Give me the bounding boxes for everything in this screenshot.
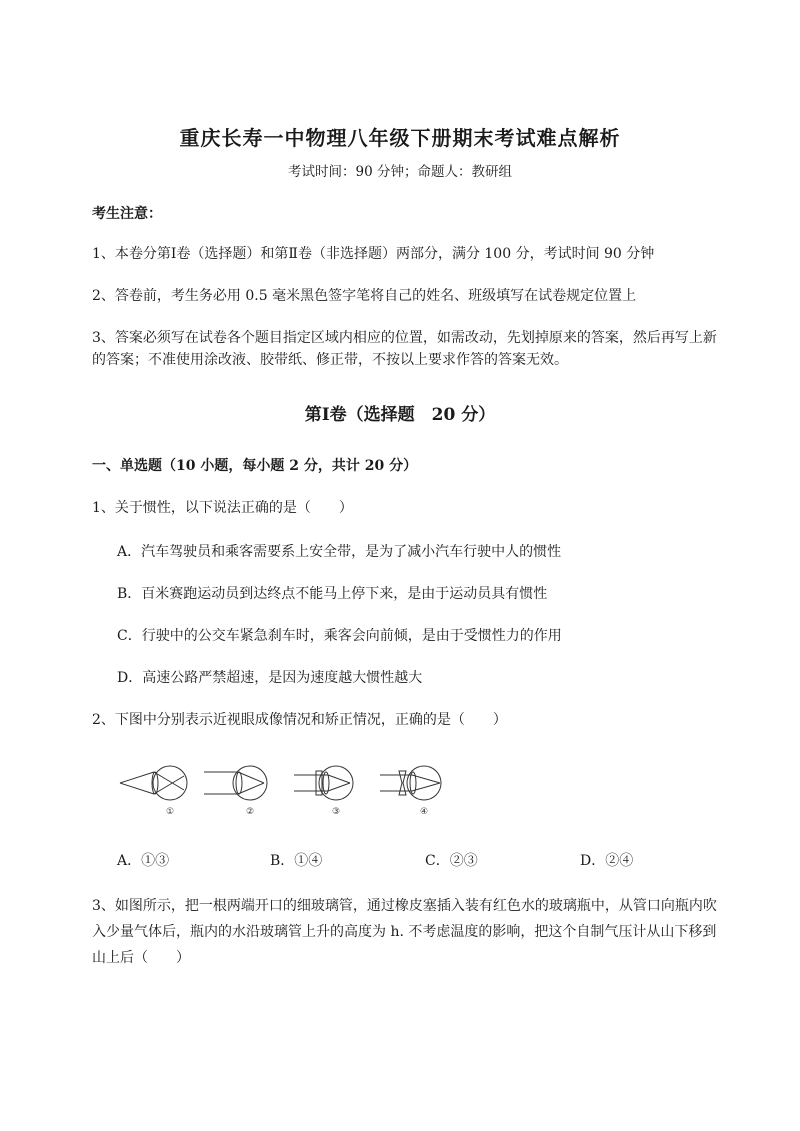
question-1-option-b: B．百米赛跑运动员到达终点不能马上停下来，是由于运动员具有惯性 xyxy=(117,586,548,602)
eye-diagram-label-1: ① xyxy=(165,807,175,817)
eye-diagram-3 xyxy=(294,766,353,800)
question-2-stem: 2、下图中分别表示近视眼成像情况和矫正情况，正确的是（ ） xyxy=(92,712,507,728)
question-2-option-a: A．①③ xyxy=(117,853,170,869)
exam-info: 考试时间：90 分钟；命题人：教研组 xyxy=(288,164,512,180)
question-1-option-a: A．汽车驾驶员和乘客需要系上安全带，是为了减小汽车行驶中人的惯性 xyxy=(117,544,562,560)
section-title: 第Ⅰ卷（选择题 20 分） xyxy=(304,405,496,425)
eye-diagram-1 xyxy=(120,766,187,800)
notice-item-1: 1、本卷分第Ⅰ卷（选择题）和第Ⅱ卷（非选择题）两部分，满分 100 分，考试时间 90 分钟 xyxy=(92,246,655,262)
question-1-option-d: D．高速公路严禁超速，是因为速度越大惯性越大 xyxy=(117,670,423,686)
question-2-option-b: B．①④ xyxy=(270,853,323,869)
question-3-stem: 3、如图所示，把一根两端开口的细玻璃管，通过橡皮塞插入装有红色水的玻璃瓶中，从管口向瓶内吹入少量气体后，瓶内的水沿玻璃管上升的高度为 h. 不考虑温度的影响，把这个自制气压计从山下移到山上后（ ） xyxy=(92,898,717,966)
page-title: 重庆长寿一中物理八年级下册期末考试难点解析 xyxy=(179,126,621,150)
eye-diagram-label-3: ③ xyxy=(331,807,341,817)
question-2-option-d: D．②④ xyxy=(580,853,634,869)
notice-item-3: 3、答案必须写在试卷各个题目指定区域内相应的位置，如需改动，先划掉原来的答案，然后再写上新的答案；不准使用涂改液、胶带纸、修正带，不按以上要求作答的答案无效。 xyxy=(92,330,717,368)
question-2-option-c: C．②③ xyxy=(425,853,478,869)
notice-heading: 考生注意： xyxy=(92,206,162,222)
eye-diagram-2 xyxy=(204,766,267,800)
notice-item-2: 2、答卷前，考生务必用 0.5 毫米黑色签字笔将自己的姓名、班级填写在试卷规定位置上 xyxy=(92,288,637,304)
eye-diagram-label-2: ② xyxy=(245,807,255,817)
eye-diagram-label-4: ④ xyxy=(419,807,429,817)
question-1-stem: 1、关于惯性，以下说法正确的是（ ） xyxy=(92,500,353,516)
question-1-option-c: C．行驶中的公交车紧急刹车时，乘客会向前倾，是由于受惯性力的作用 xyxy=(117,628,562,644)
part-heading: 一、单选题（10 小题，每小题 2 分，共计 20 分） xyxy=(92,458,418,474)
eye-diagram-figure xyxy=(118,757,478,823)
eye-diagram-4 xyxy=(380,766,441,800)
